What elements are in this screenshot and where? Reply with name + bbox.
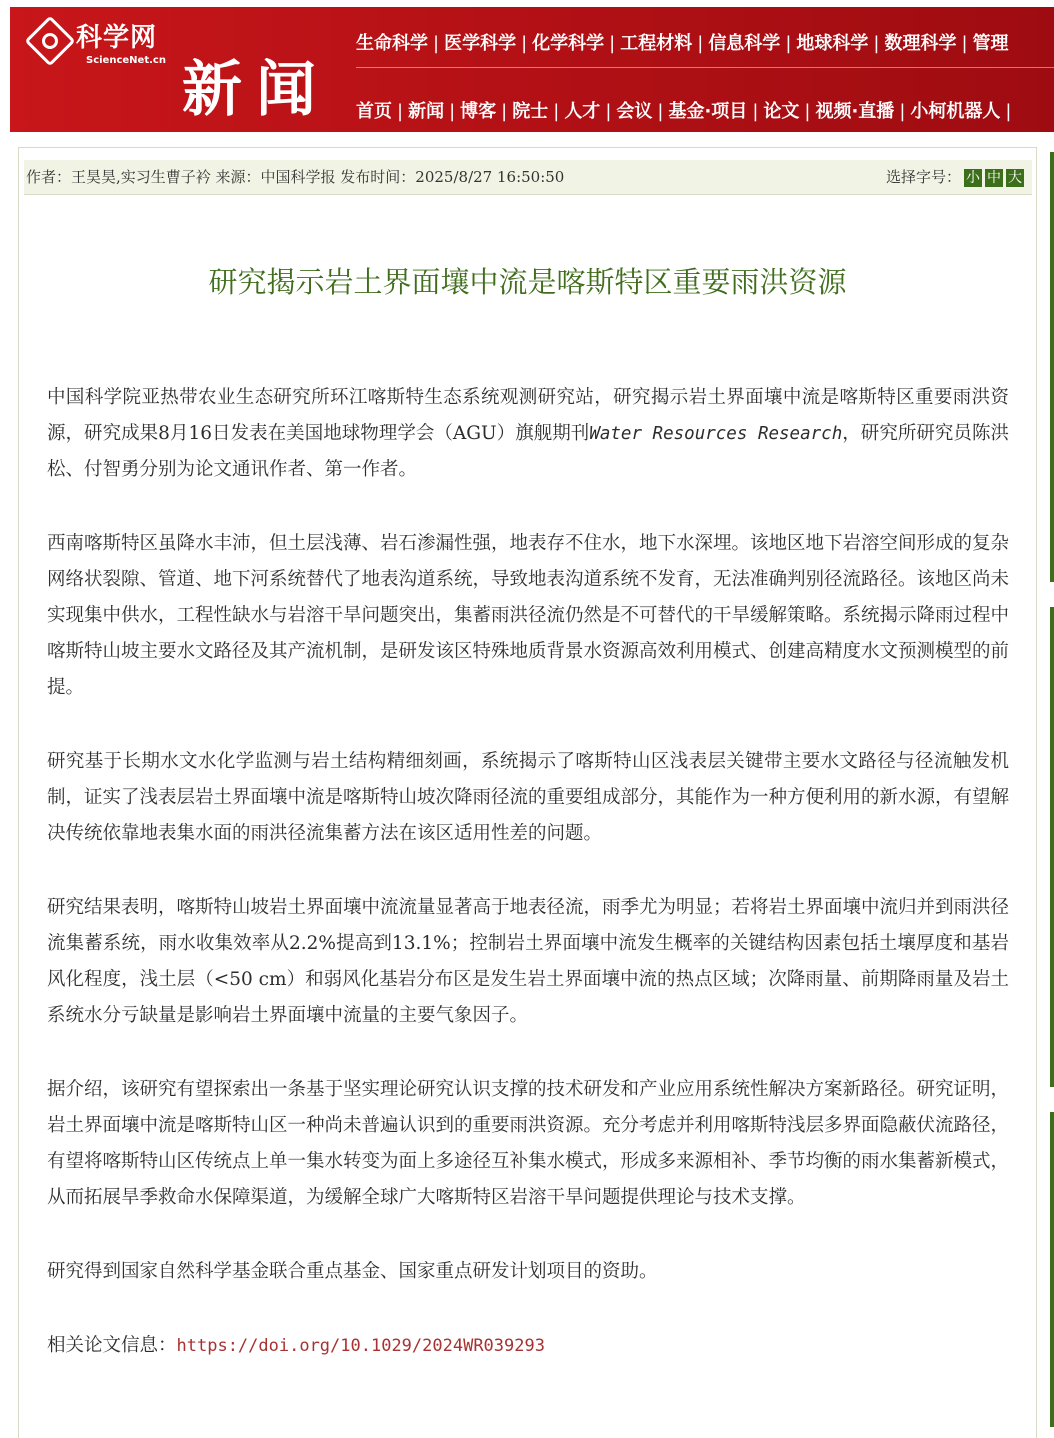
nav-item-video-live[interactable]: 视频·直播 bbox=[815, 101, 895, 122]
nav-separator: | bbox=[397, 101, 404, 122]
article-paragraph: 西南喀斯特区虽降水丰沛，但土层浅薄、岩石渗漏性强，地表存不住水，地下水深埋。该地区地下岩溶空间形成的复杂网络状裂隙、管道、地下河系统替代了地表沟道系统，导致地表沟道系统不发育，无法准确判别径流路径。该地区尚未实现集中供水，工程性缺水与岩溶干旱问题突出，集蓄雨洪径流仍然是不可替代的干旱缓解策略。系统揭示降雨过程中喀斯特山坡主要水文路径及其产流机制，是研发该区特殊地质背景水资源高效利用模式、创建高精度水文预测模型的前提。 bbox=[47, 533, 1010, 698]
article-title: 研究揭示岩土界面壤中流是喀斯特区重要雨洪资源 bbox=[208, 265, 847, 299]
main-nav bbox=[356, 97, 1016, 123]
nav-separator: | bbox=[553, 101, 560, 122]
sidebar-accent-bar bbox=[1050, 152, 1054, 582]
article-meta-bar bbox=[24, 160, 1032, 195]
nav-item-life-science[interactable]: 生命科学 bbox=[356, 33, 428, 54]
nav-item-information-science[interactable]: 信息科学 bbox=[708, 33, 781, 54]
doi-link[interactable]: https://doi.org/10.1029/2024WR039293 bbox=[176, 1336, 545, 1356]
article-paragraph bbox=[47, 380, 1009, 488]
font-size-small-button[interactable]: 小 bbox=[966, 170, 980, 186]
nav-separator: | bbox=[605, 101, 612, 122]
related-paper-label: 相关论文信息： bbox=[47, 1335, 177, 1356]
category-nav bbox=[356, 29, 1009, 55]
nav-item-xiaoke-robot[interactable]: 小柯机器人 bbox=[910, 101, 1001, 122]
nav-separator: | bbox=[804, 101, 811, 122]
nav-separator: | bbox=[657, 101, 664, 122]
journal-name: Water Resources Research bbox=[589, 424, 843, 444]
nav-separator: | bbox=[1005, 101, 1012, 122]
nav-item-math-physics[interactable]: 数理科学 bbox=[884, 33, 957, 54]
nav-item-funding[interactable]: 基金·项目 bbox=[668, 101, 748, 122]
nav-item-earth-science[interactable]: 地球科学 bbox=[796, 33, 869, 54]
site-logo[interactable] bbox=[24, 15, 174, 71]
article-paragraph: 研究基于长期水文水化学监测与岩土结构精细刻画，系统揭示了喀斯特山区浅表层关键带主要水文路径与径流触发机制，证实了浅表层岩土界面壤中流是喀斯特山坡次降雨径流的重要组成部分，其能作为一种方便利用的新水源，有望解决传统依靠地表集水面的雨洪径流集蓄方法在该区适用性差的问题。 bbox=[47, 751, 1010, 844]
nav-separator: | bbox=[752, 101, 759, 122]
article-container bbox=[18, 147, 1037, 1438]
nav-item-chemistry[interactable]: 化学科学 bbox=[532, 33, 605, 54]
font-size-large-button[interactable]: 大 bbox=[1008, 170, 1022, 186]
nav-item-blog[interactable]: 博客 bbox=[460, 101, 497, 122]
article-paragraph: 研究结果表明，喀斯特山坡岩土界面壤中流流量显著高于地表径流，雨季尤为明显；若将岩土界面壤中流归并到雨洪径流集蓄系统，雨水收集效率从2.2%提高到13.1%；控制岩土界面壤中流发生概率的关键结构因素包括土壤厚度和基岩风化程度，浅土层（<50 cm）和弱风化基岩分布区是发生岩土界面壤中流的热点区域；次降雨量、前期降雨量及岩土系统水分亏缺量是影响岩土界面壤中流量的主要气象因子。 bbox=[47, 897, 1010, 1026]
logo-mark-icon bbox=[25, 16, 76, 67]
paragraph-text: ，研究所研究员陈洪松、付智勇分别为论文通讯作者、第一作者。 bbox=[47, 423, 1009, 480]
nav-item-home[interactable]: 首页 bbox=[356, 101, 392, 122]
logo-subtext: ScienceNet.cn bbox=[86, 55, 166, 66]
article-meta: 作者：王昊昊,实习生曹子衿 来源：中国科学报 发布时间：2025/8/27 16:50:50 bbox=[26, 168, 565, 186]
font-size-medium-button[interactable]: 中 bbox=[987, 170, 1001, 186]
nav-separator: | bbox=[433, 33, 440, 54]
nav-item-engineering-materials[interactable]: 工程材料 bbox=[620, 33, 693, 54]
nav-divider bbox=[356, 67, 1054, 68]
related-paper-info bbox=[47, 1328, 1009, 1364]
article-body bbox=[47, 380, 1009, 1402]
nav-separator: | bbox=[697, 33, 704, 54]
section-title: 新闻 bbox=[182, 55, 330, 125]
nav-item-academicians[interactable]: 院士 bbox=[512, 101, 549, 122]
font-size-selector bbox=[886, 166, 1024, 187]
nav-item-medical-science[interactable]: 医学科学 bbox=[444, 33, 517, 54]
nav-separator: | bbox=[785, 33, 792, 54]
nav-separator: | bbox=[899, 101, 906, 122]
sidebar-accent-bar bbox=[1050, 1112, 1054, 1427]
nav-separator: | bbox=[873, 33, 880, 54]
logo-text: 科学网 bbox=[76, 23, 158, 53]
paragraph-text: 中国科学院亚热带农业生态研究所环江喀斯特生态系统观测研究站，研究揭示岩土界面壤中流是喀斯特区重要雨洪资源，研究成果8月16日发表在美国地球物理学会（AGU）旗舰期刊 bbox=[47, 387, 1009, 444]
nav-item-papers[interactable]: 论文 bbox=[763, 101, 800, 122]
nav-separator: | bbox=[961, 33, 968, 54]
nav-separator: | bbox=[521, 33, 528, 54]
nav-item-conferences[interactable]: 会议 bbox=[616, 101, 653, 122]
sidebar-edge bbox=[1050, 152, 1054, 1427]
nav-item-management[interactable]: 管理 bbox=[972, 33, 1009, 54]
nav-separator: | bbox=[501, 101, 508, 122]
site-header bbox=[10, 7, 1054, 132]
nav-item-news[interactable]: 新闻 bbox=[408, 101, 445, 122]
nav-separator: | bbox=[609, 33, 616, 54]
font-size-label: 选择字号： bbox=[885, 168, 961, 186]
sidebar-accent-bar bbox=[1050, 607, 1054, 1087]
article-paragraph: 研究得到国家自然科学基金联合重点基金、国家重点研发计划项目的资助。 bbox=[47, 1261, 658, 1282]
nav-separator: | bbox=[449, 101, 456, 122]
nav-item-talent[interactable]: 人才 bbox=[564, 101, 601, 122]
article-paragraph: 据介绍，该研究有望探索出一条基于坚实理论研究认识支撑的技术研发和产业应用系统性解决方案新路径。研究证明，岩土界面壤中流是喀斯特山区一种尚未普遍认识到的重要雨洪资源。充分考虑并利用喀斯特浅层多界面隐蔽伏流路径，有望将喀斯特山区传统点上单一集水转变为面上多途径互补集水模式，形成多来源相补、季节均衡的雨水集蓄新模式，从而拓展旱季救命水保障渠道，为缓解全球广大喀斯特区岩溶干旱问题提供理论与技术支撑。 bbox=[47, 1079, 1010, 1208]
